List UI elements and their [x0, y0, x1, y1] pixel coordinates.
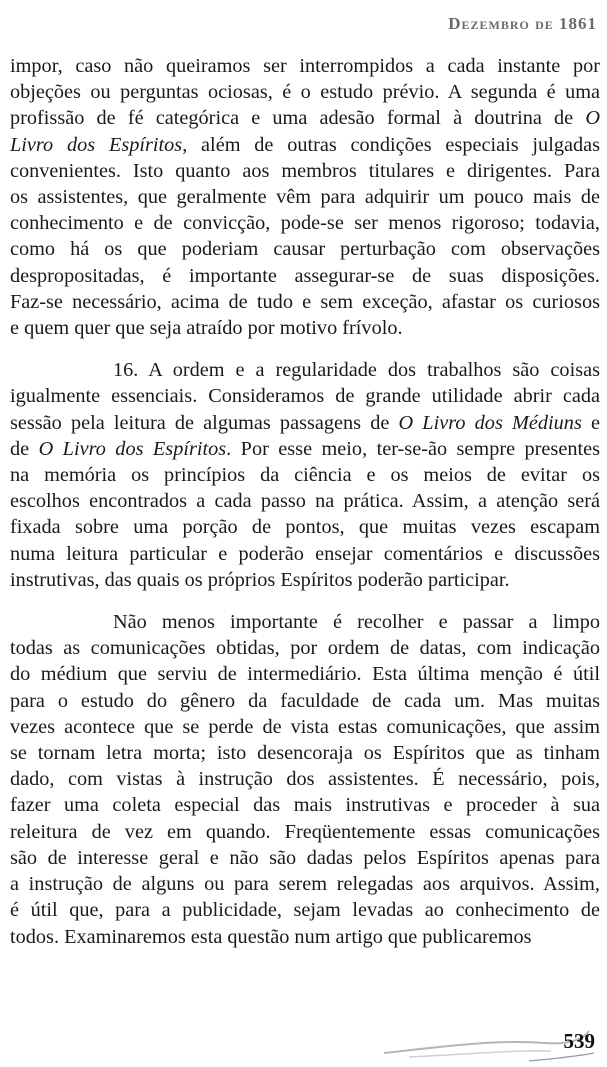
text-line: [10, 53, 600, 79]
text-segment: fixada sobre uma porção de pontos, que muitas vezes escapam: [10, 516, 600, 539]
text-segment: a instrução de alguns ou para serem relegadas aos arquivos. Assim,: [10, 873, 600, 896]
text-segment: objeções ou perguntas ociosas, é o estudo prévio. A segunda é uma: [10, 81, 600, 104]
text-segment: numa leitura particular e poderão ensejar comentários e discussões: [10, 542, 600, 565]
text-line: [10, 661, 600, 687]
paragraph-2: [10, 357, 600, 593]
paragraph-3: [10, 609, 600, 950]
text-line: [10, 609, 600, 635]
text-segment: Faz-se necessário, acima de tudo e sem exceção, afastar os curiosos: [10, 290, 600, 313]
running-header: Dezembro de 1861: [448, 14, 597, 33]
text-segment: os assistentes, que geralmente vêm para adquirir um pouco mais de: [10, 186, 600, 209]
text-line: [10, 410, 600, 436]
text-segment: profissão de fé categórica e uma adesão formal à doutrina de: [10, 107, 586, 130]
text-segment: igualmente essenciais. Consideramos de grande utilidade abrir cada: [10, 385, 600, 408]
text-segment: como há os que poderiam causar perturbação com observações: [10, 238, 600, 261]
text-line: [10, 924, 600, 950]
text-line: [10, 541, 600, 567]
text-line: [10, 184, 600, 210]
text-line: [10, 714, 600, 740]
text-line: [10, 897, 600, 923]
text-segment: e quem quer que seja atraído por motivo frívolo.: [10, 317, 403, 340]
text-segment: são de interesse geral e não são dadas pelos Espíritos apenas para: [10, 846, 600, 869]
text-segment: e: [581, 411, 600, 434]
paragraph-1: [10, 53, 600, 341]
text-segment: 16. A ordem e a regularidade dos trabalhos são coisas: [113, 359, 600, 382]
text-line: [10, 740, 600, 766]
text-segment: , além de outras condições especiais julgadas: [182, 133, 600, 156]
text-segment: sessão pela leitura de algumas passagens de: [10, 411, 399, 434]
text-line: [10, 289, 600, 315]
text-line: [10, 792, 600, 818]
text-line: [10, 315, 600, 341]
text-segment: todas as comunicações obtidas, por ordem de datas, com indicação: [10, 637, 600, 660]
text-line: [10, 158, 600, 184]
body-text: [10, 53, 600, 950]
text-segment: vezes acontece que se perde de vista estas comunicações, que assim: [10, 715, 600, 738]
text-line: [10, 132, 600, 158]
text-segment: é útil que, para a publicidade, sejam levadas ao conhecimento de: [10, 899, 600, 922]
text-segment: escolhos encontrados a cada passo na prática. Assim, a atenção será: [10, 490, 600, 513]
page-number: 539: [563, 1029, 595, 1053]
text-line: [10, 436, 600, 462]
text-line: [10, 357, 600, 383]
text-segment: convenientes. Isto quanto aos membros titulares e dirigentes. Para: [10, 159, 600, 182]
text-segment: de: [10, 437, 39, 460]
text-segment: na memória os princípios da ciência e os meios de evitar os: [10, 464, 600, 487]
text-segment: se tornam letra morta; isto desencoraja os Espíritos que as tinham: [10, 742, 600, 765]
text-segment: para o estudo do gênero da faculdade de cada um. Mas muitas: [10, 689, 600, 712]
text-segment: conhecimento e de convicção, pode-se ser menos rigoroso; todavia,: [10, 212, 600, 235]
text-line: [10, 688, 600, 714]
text-segment: Não menos importante é recolher e passar a limpo: [113, 611, 600, 634]
text-line: [10, 488, 600, 514]
text-segment: todos. Examinaremos esta questão num artigo que publicaremos: [10, 925, 532, 948]
text-segment: instrutivas, das quais os próprios Espíritos poderão participar.: [10, 568, 510, 591]
text-line: [10, 871, 600, 897]
text-segment: . Por esse meio, ter-se-ão sempre presentes: [226, 437, 600, 460]
text-line: [10, 635, 600, 661]
text-segment: releitura de vez em quando. Freqüentemente essas comunicações: [10, 820, 600, 843]
text-line: [10, 263, 600, 289]
text-segment: impor, caso não queiramos ser interrompidos a cada instante por: [10, 55, 600, 77]
text-segment: despropositadas, é importante assegurar-se de suas disposições.: [10, 264, 600, 287]
text-segment: dado, com vistas à instrução dos assistentes. É necessário, pois,: [10, 768, 600, 791]
text-line: [10, 236, 600, 262]
text-line: [10, 514, 600, 540]
book-title: Livro dos Espíritos: [10, 133, 183, 156]
text-segment: fazer uma coleta especial das mais instrutivas e proceder à sua: [10, 794, 600, 817]
book-title: O Livro dos Médiuns: [398, 411, 582, 434]
book-title: O: [585, 107, 600, 130]
text-line: [10, 79, 600, 105]
text-line: [10, 766, 600, 792]
text-line: [10, 383, 600, 409]
text-segment: do médium que serviu de intermediário. Esta última menção é útil: [10, 663, 600, 686]
book-title: O Livro dos Espíritos: [38, 437, 227, 460]
page-footer: [379, 1017, 599, 1067]
text-line: [10, 462, 600, 488]
text-line: [10, 567, 600, 593]
text-line: [10, 845, 600, 871]
text-line: [10, 819, 600, 845]
text-line: [10, 210, 600, 236]
text-line: [10, 105, 600, 131]
